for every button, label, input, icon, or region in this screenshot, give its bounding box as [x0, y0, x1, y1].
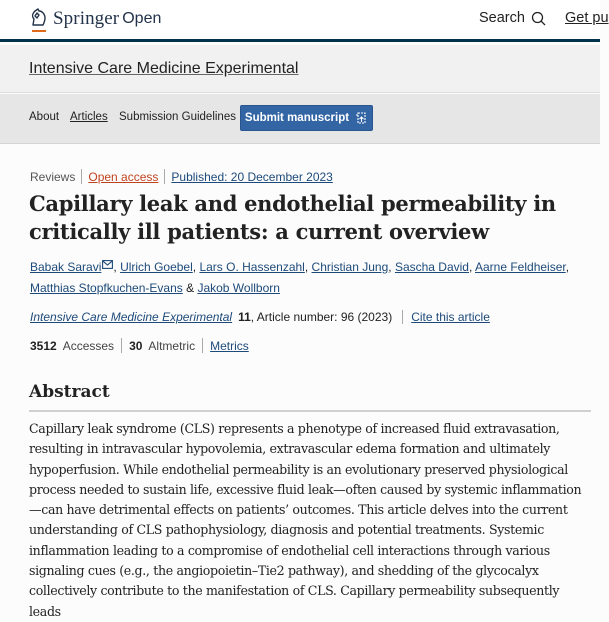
submit-manuscript-label: Submit manuscript	[244, 112, 350, 124]
altmetric-label: Altmetric	[148, 338, 196, 353]
journal-nav	[0, 94, 600, 144]
open-access-link[interactable]: Open access	[88, 169, 159, 184]
author-link[interactable]: Sascha David	[394, 260, 469, 274]
search-button[interactable]	[479, 10, 546, 26]
author-separator: ,	[304, 260, 309, 274]
submit-manuscript-button[interactable]	[240, 105, 373, 131]
journal-bar	[0, 45, 600, 93]
article-metrics	[30, 338, 249, 353]
springer-open-logo[interactable]	[29, 7, 161, 31]
abstract-heading: Abstract	[29, 382, 110, 402]
author-separator: ,	[113, 260, 117, 274]
author-list	[30, 257, 590, 299]
author-link[interactable]: Ulrich Goebel	[120, 260, 193, 274]
metrics-link[interactable]: Metrics	[210, 338, 249, 353]
article-title: Capillary leak and endothelial permeability in critically ill patients: a current overview	[29, 191, 556, 244]
article-meta	[30, 169, 333, 184]
nav-about[interactable]: About	[29, 111, 60, 123]
author-separator: ,	[192, 260, 197, 274]
author-link[interactable]: Jakob Wollborn	[197, 281, 280, 295]
article-type: Reviews	[30, 169, 76, 184]
metrics-divider	[121, 338, 122, 353]
published-date-link[interactable]: Published: 20 December 2023	[171, 169, 333, 184]
author-link[interactable]: Christian Jung	[311, 260, 389, 274]
citation-article-number: , Article number: 96 (2023)	[250, 310, 393, 324]
author-separator: ,	[565, 260, 570, 274]
nav-submission-guidelines[interactable]: Submission Guidelines	[119, 111, 236, 123]
logo-brand-text: Springer	[53, 8, 120, 29]
meta-divider	[81, 169, 82, 184]
cite-this-article-link[interactable]: Cite this article	[411, 310, 490, 324]
abstract-divider	[29, 410, 591, 412]
citation-journal-link[interactable]: Intensive Care Medicine Experimental	[30, 310, 233, 324]
accesses-count: 3512	[30, 338, 57, 353]
author-link[interactable]: Matthias Stopfkuchen-Evans	[30, 281, 183, 295]
citation-divider	[402, 310, 403, 324]
abstract-text: Capillary leak syndrome (CLS) represents a phenotype of increased fluid extravasation, resulting in intravascular hypovolemia, extravascular edema formation and ultimately hypoperfusion. While endothelial permeability is an evolutionary preserved physiological process needed to sustain life, excessive fluid leak—often caused by systemic inflammation—can have detrimental effects on patients’ outcomes. This article delves into the current understanding of CLS pathophysiology, diagnosis and potential treatments. Systemic inflammation leading to a compromise of endothelial cell interactions through various signaling cues (e.g., the angiopoietin–Tie2 pathway), and shedding of the glycocalyx collectively contribute to the manifestation of CLS. Capillary permeability subsequently leads	[29, 421, 582, 619]
search-icon	[531, 11, 546, 26]
upload-document-icon	[355, 111, 368, 125]
mail-icon[interactable]	[102, 260, 113, 269]
search-label: Search	[479, 10, 525, 26]
logo-accent-bar	[32, 30, 46, 32]
altmetric-count: 30	[129, 338, 143, 353]
springer-horse-icon	[29, 7, 49, 31]
logo-brand-suffix: Open	[122, 10, 162, 27]
journal-title-link[interactable]: Intensive Care Medicine Experimental	[29, 60, 299, 77]
get-published-link[interactable]: Get pu	[565, 10, 609, 26]
site-header	[0, 0, 609, 42]
citation-volume: 11	[238, 310, 251, 324]
nav-articles[interactable]: Articles	[70, 111, 108, 123]
accesses-label: Accesses	[62, 338, 115, 353]
meta-divider	[164, 169, 165, 184]
author-separator: ,	[468, 260, 473, 274]
author-link[interactable]: Aarne Feldheiser	[475, 260, 566, 274]
author-link[interactable]: Lars O. Hassenzahl	[199, 260, 305, 274]
author-ampersand: &	[186, 281, 195, 295]
citation-line	[30, 310, 490, 324]
author-link[interactable]: Babak Saravi	[30, 260, 102, 274]
metrics-divider	[202, 338, 203, 353]
author-separator: ,	[388, 260, 392, 274]
